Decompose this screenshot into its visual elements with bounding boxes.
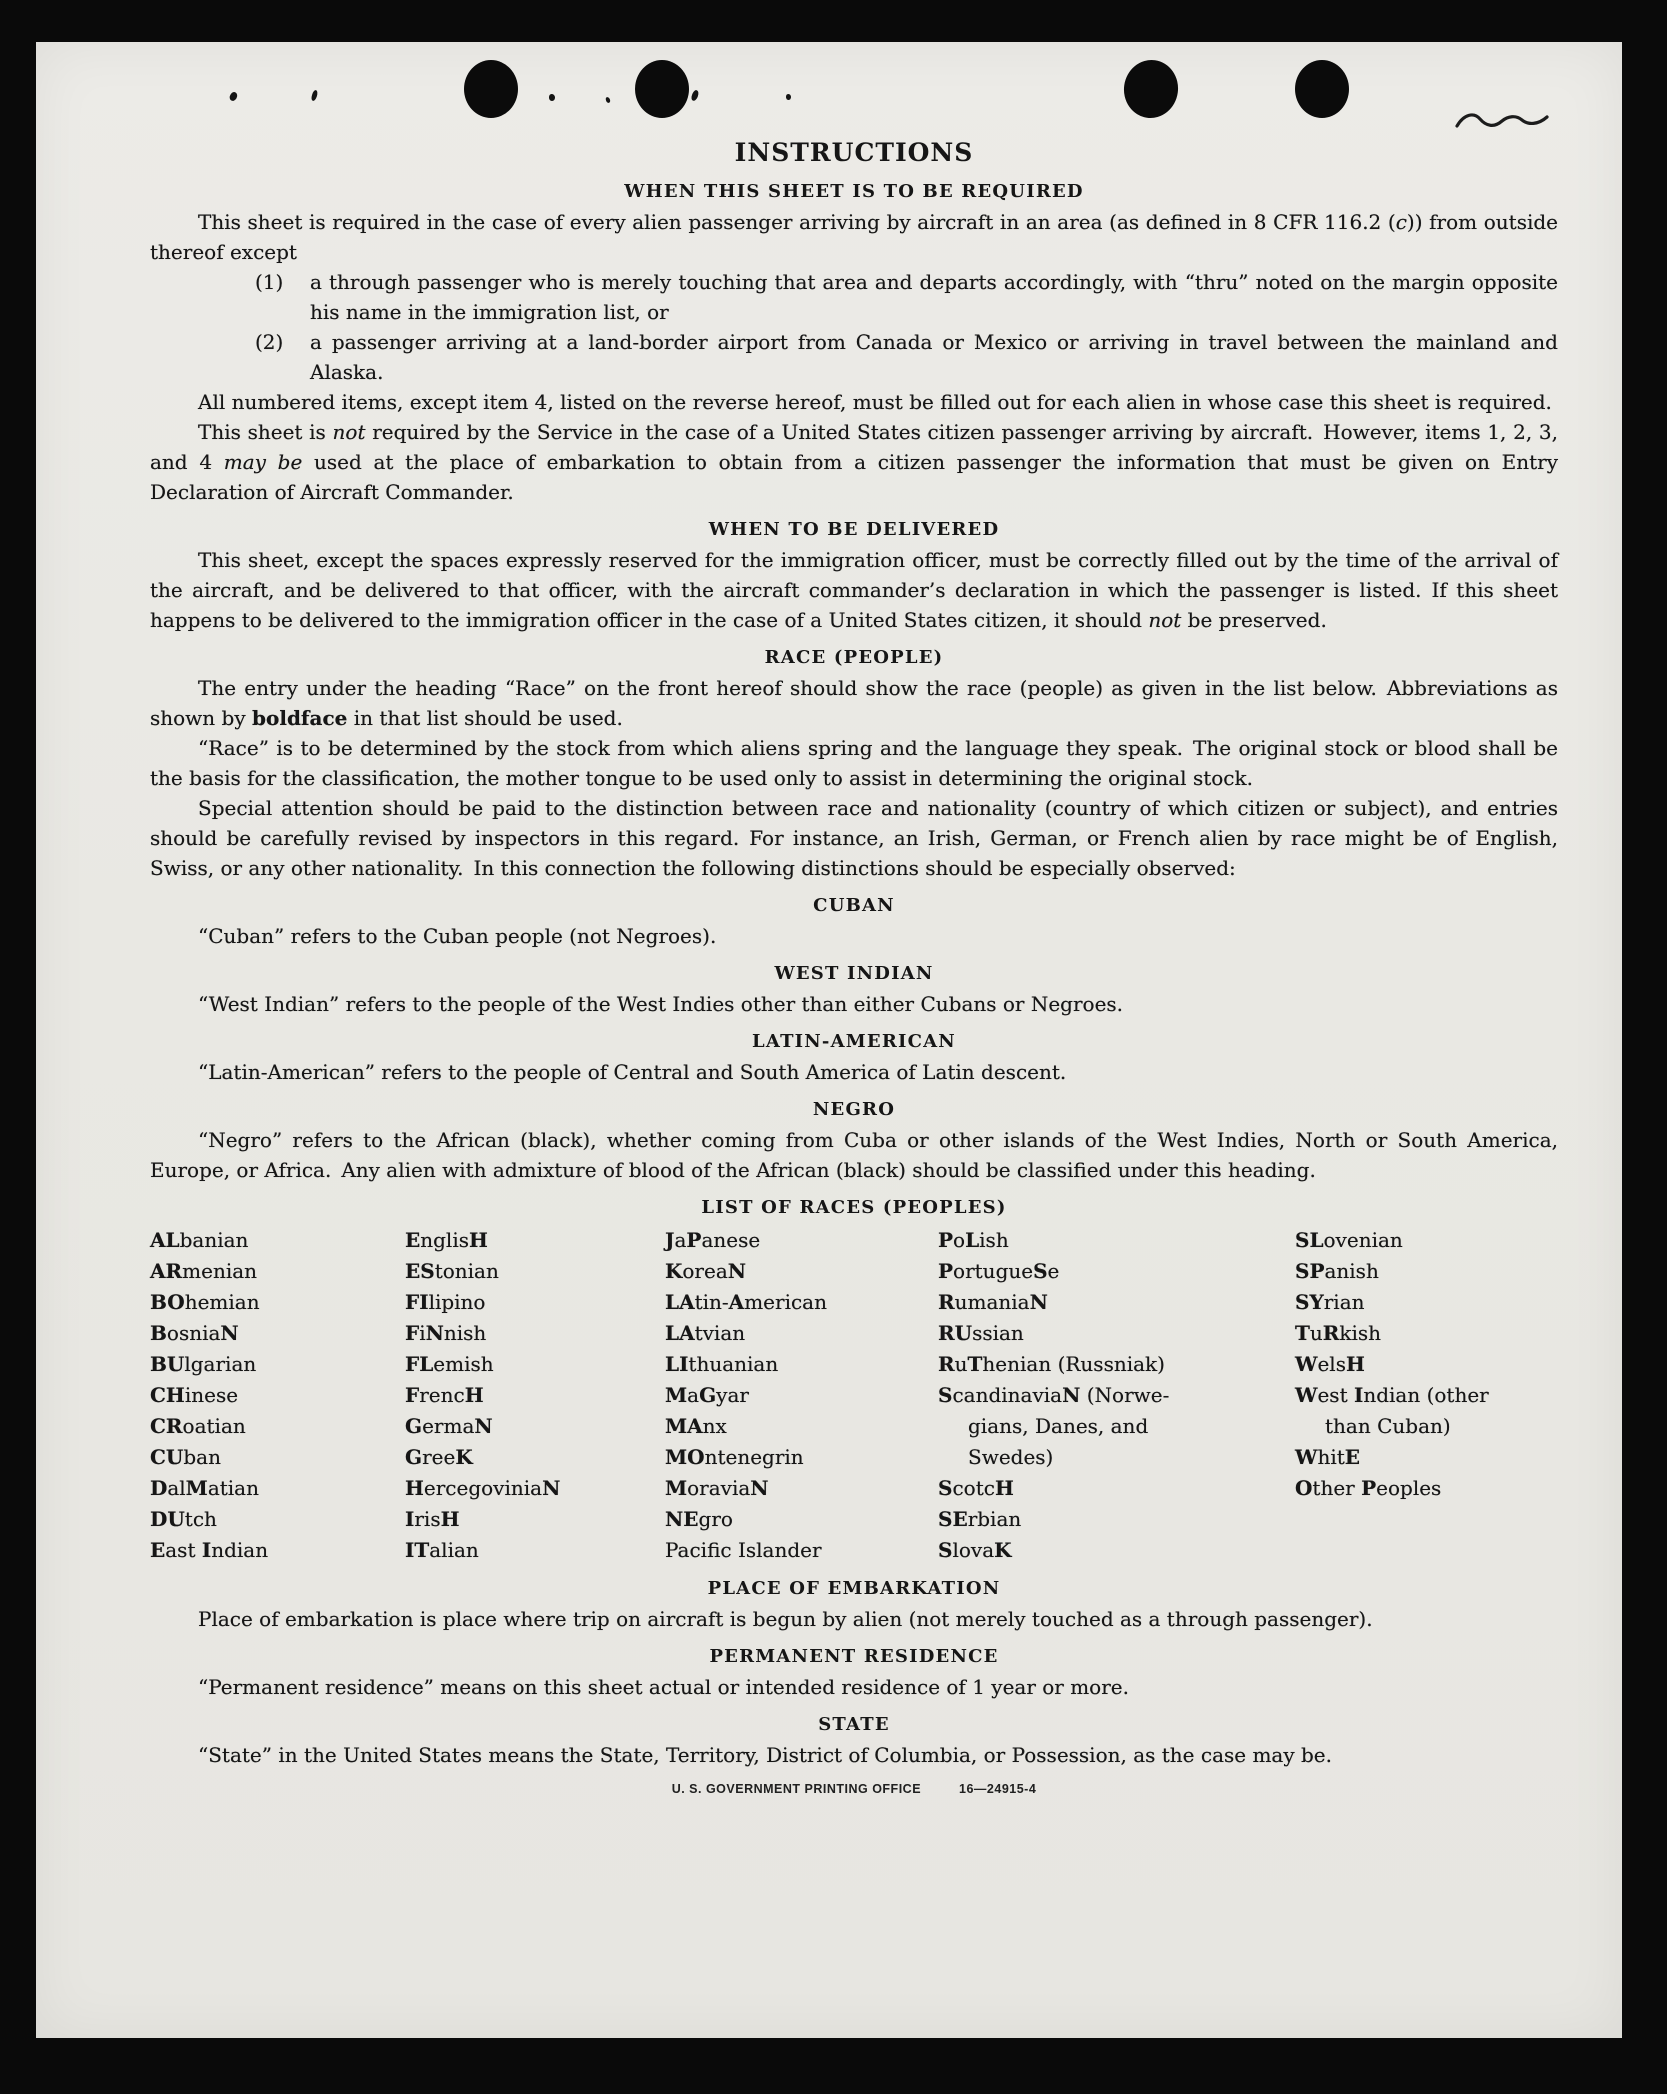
- section-heading: CUBAN: [813, 895, 895, 916]
- race-item: [405, 1411, 665, 1442]
- paper-sheet: [36, 42, 1622, 2038]
- race-item: [150, 1256, 405, 1287]
- text-segment: tin-: [694, 1290, 729, 1314]
- race-item: [665, 1442, 938, 1473]
- race-item: [150, 1442, 405, 1473]
- text-segment: W: [1295, 1352, 1318, 1376]
- text-segment: cotc: [952, 1476, 995, 1500]
- text-segment: K: [994, 1538, 1012, 1562]
- race-item: [665, 1318, 938, 1349]
- text-segment: D: [150, 1476, 168, 1500]
- text-segment: required by the Service in the case of a United States citizen passenger arriving by aircraft. However, items 1, 2, 3, and 4: [150, 420, 1558, 474]
- text-segment: oatian: [182, 1414, 246, 1438]
- text-segment: u: [1309, 1321, 1323, 1345]
- text-segment: ish: [979, 1228, 1009, 1252]
- races-column: [405, 1225, 665, 1566]
- document-content: [36, 42, 1622, 1796]
- text-segment: tvian: [694, 1321, 746, 1345]
- section-heading: WHEN TO BE DELIVERED: [708, 519, 1000, 540]
- text-segment: N: [425, 1321, 444, 1345]
- text-segment: LA: [665, 1290, 695, 1314]
- document-body: [150, 179, 1558, 1770]
- race-item: [150, 1380, 405, 1411]
- text-segment: SE: [938, 1507, 968, 1531]
- text-segment: I: [201, 1538, 212, 1562]
- section-heading: NEGRO: [812, 1099, 896, 1120]
- text-segment: atian: [207, 1476, 259, 1500]
- text-segment: CH: [150, 1383, 185, 1407]
- race-item: [938, 1287, 1295, 1318]
- race-item: [665, 1256, 938, 1287]
- races-column: [1295, 1225, 1558, 1566]
- paragraph: [150, 673, 1558, 733]
- text-segment: merican: [744, 1290, 827, 1314]
- text-segment: henian (Russniak): [982, 1352, 1165, 1376]
- race-item: [665, 1535, 938, 1566]
- paragraph: [150, 1125, 1558, 1185]
- text-segment: W: [1295, 1383, 1318, 1407]
- text-segment: u: [954, 1352, 968, 1376]
- text-segment: boldface: [252, 706, 348, 730]
- text-segment: thuanian: [688, 1352, 779, 1376]
- text-segment: This sheet is required in the case of every alien passenger arriving by aircraft in an area (as defined in 8 CFR 116.2 (: [198, 210, 1396, 234]
- printing-office-label: U. S. GOVERNMENT PRINTING OFFICE: [671, 1782, 922, 1796]
- section-heading: WHEN THIS SHEET IS TO BE REQUIRED: [624, 181, 1084, 202]
- race-item: [1295, 1349, 1558, 1380]
- text-segment: ntenegrin: [704, 1445, 804, 1469]
- text-segment: FL: [405, 1352, 434, 1376]
- text-segment: “Cuban” refers to the Cuban people (not Negroes).: [198, 924, 717, 948]
- race-item: [665, 1349, 938, 1380]
- text-segment: hemian: [184, 1290, 260, 1314]
- text-segment: yar: [716, 1383, 749, 1407]
- text-segment: ree: [422, 1445, 456, 1469]
- list-item-number: (1): [255, 270, 284, 294]
- text-segment: LA: [665, 1321, 695, 1345]
- text-segment: K: [665, 1259, 683, 1283]
- text-segment: ovenian: [1323, 1228, 1403, 1252]
- text-segment: i: [419, 1321, 426, 1345]
- text-segment: “West Indian” refers to the people of the West Indies other than either Cubans or Negroes.: [198, 992, 1124, 1016]
- races-column: [150, 1225, 405, 1566]
- text-segment: AR: [150, 1259, 183, 1283]
- paragraph: [150, 793, 1558, 883]
- race-item: [150, 1504, 405, 1535]
- text-segment: This sheet is: [198, 420, 333, 444]
- text-segment: MO: [665, 1445, 705, 1469]
- race-item: [150, 1225, 405, 1256]
- race-item: [938, 1318, 1295, 1349]
- text-segment: H: [464, 1383, 484, 1407]
- text-segment: tonian: [434, 1259, 499, 1283]
- text-segment: umania: [954, 1290, 1030, 1314]
- text-segment: “Race” is to be determined by the stock from which aliens spring and the language they speak. The original stock or blood shall be the basis for the classification, the mother tongue to be used only to assist in determining the original stock.: [150, 736, 1558, 790]
- text-segment: a: [687, 1383, 700, 1407]
- race-item: [405, 1442, 665, 1473]
- text-segment: Pacific Islander: [665, 1538, 822, 1562]
- paragraph: [150, 989, 1558, 1019]
- text-segment: CR: [150, 1414, 183, 1438]
- text-segment: ris: [414, 1507, 441, 1531]
- race-item: [665, 1411, 938, 1442]
- text-segment: NE: [665, 1507, 699, 1531]
- text-segment: F: [405, 1321, 420, 1345]
- text-segment: “Permanent residence” means on this sheet actual or intended residence of 1 year or more.: [198, 1675, 1129, 1699]
- text-segment: E: [405, 1228, 421, 1252]
- text-segment: nish: [443, 1321, 487, 1345]
- text-segment: ther: [1312, 1476, 1362, 1500]
- race-item: [1295, 1318, 1558, 1349]
- text-segment: inese: [184, 1383, 239, 1407]
- text-segment: els: [1317, 1352, 1346, 1376]
- text-segment: gro: [698, 1507, 733, 1531]
- text-segment: R: [1322, 1321, 1340, 1345]
- text-segment: tch: [184, 1507, 217, 1531]
- text-segment: “Latin-American” refers to the people of Central and South America of Latin descent.: [198, 1060, 1067, 1084]
- text-segment: J: [665, 1228, 675, 1252]
- race-item: [405, 1504, 665, 1535]
- section-heading: LATIN-AMERICAN: [752, 1031, 956, 1052]
- text-segment: candinavia: [952, 1383, 1063, 1407]
- text-segment: P: [686, 1228, 702, 1252]
- text-segment: anese: [701, 1228, 761, 1252]
- section-heading: WEST INDIAN: [774, 963, 934, 984]
- text-segment: lipino: [428, 1290, 486, 1314]
- text-segment: Swedes): [968, 1445, 1054, 1469]
- race-item: [938, 1256, 1295, 1287]
- text-segment: than Cuban): [1325, 1414, 1451, 1438]
- race-item: [150, 1411, 405, 1442]
- text-segment: S: [938, 1383, 953, 1407]
- page-title: INSTRUCTIONS: [734, 138, 974, 167]
- text-segment: ast: [165, 1538, 202, 1562]
- text-segment: Place of embarkation is place where trip on aircraft is begun by alien (not merely touched as a through passenger).: [198, 1607, 1373, 1631]
- text-segment: eoples: [1376, 1476, 1442, 1500]
- text-segment: “State” in the United States means the State, Territory, District of Columbia, or Possession, as the case may be.: [198, 1743, 1332, 1767]
- paragraph: [150, 1604, 1558, 1634]
- race-item: [405, 1225, 665, 1256]
- race-item: [938, 1349, 1295, 1380]
- text-segment: O: [1295, 1476, 1313, 1500]
- paragraph: [150, 733, 1558, 793]
- list-item: [150, 327, 1558, 387]
- text-segment: DU: [150, 1507, 185, 1531]
- text-segment: osnia: [166, 1321, 221, 1345]
- text-segment: rian: [1323, 1290, 1365, 1314]
- race-item: [938, 1504, 1295, 1535]
- text-segment: gians, Danes, and: [968, 1414, 1149, 1438]
- race-item: [665, 1225, 938, 1256]
- text-segment: S: [938, 1538, 953, 1562]
- text-segment: Special attention should be paid to the distinction between race and nationality (country of which citizen or subject), and entries should be carefully revised by inspectors in this regard. For instance, an Irish, German, or French alien by race might be of English, Swiss, or any other nationality. In this connection the following distinctions should be especially observed:: [150, 796, 1558, 880]
- text-segment: a: [674, 1228, 687, 1252]
- text-segment: orea: [682, 1259, 728, 1283]
- text-segment: This sheet, except the spaces expressly reserved for the immigration officer, must be correctly filled out by the time of the arrival of the aircraft, and be delivered to that officer, with the aircraft commander’s declaration in which the passenger is listed. If this sheet happens to be delivered to the immigration officer in the case of a United States citizen, it should: [150, 548, 1558, 632]
- text-segment: ban: [183, 1445, 221, 1469]
- race-item: [1295, 1380, 1558, 1442]
- text-segment: ndian: [211, 1538, 269, 1562]
- printing-office-footer: [150, 1782, 1558, 1796]
- paragraph: [150, 207, 1558, 267]
- text-segment: “Negro” refers to the African (black), whether coming from Cuba or other islands of the West Indies, North or South America, Europe, or Africa. Any alien with admixture of blood of the African (black) should be classified under this heading.: [150, 1128, 1558, 1182]
- race-item: [405, 1349, 665, 1380]
- text-segment: K: [455, 1445, 473, 1469]
- race-item: [665, 1287, 938, 1318]
- race-item: [1295, 1442, 1558, 1473]
- text-segment: M: [665, 1383, 688, 1407]
- text-segment: H: [1345, 1352, 1365, 1376]
- races-column: [665, 1225, 938, 1566]
- section-heading: PLACE OF EMBARKATION: [707, 1578, 1001, 1599]
- race-item: [405, 1318, 665, 1349]
- paragraph: [150, 921, 1558, 951]
- text-segment: F: [405, 1383, 420, 1407]
- text-segment: o: [953, 1228, 966, 1252]
- text-segment: T: [1295, 1321, 1310, 1345]
- ink-speck: [786, 94, 791, 100]
- text-segment: a through passenger who is merely touching that area and departs accordingly, with “thru” noted on the margin opposite his name in the immigration list, or: [310, 270, 1558, 324]
- text-segment: lgarian: [184, 1352, 257, 1376]
- text-segment: al: [167, 1476, 186, 1500]
- text-segment: be preserved.: [1181, 608, 1327, 632]
- text-segment: T: [967, 1352, 983, 1376]
- race-item: [665, 1473, 938, 1504]
- race-item: [150, 1287, 405, 1318]
- punch-hole: [635, 60, 689, 118]
- text-segment: c: [1395, 210, 1407, 234]
- section-heading: PERMANENT RESIDENCE: [709, 1646, 999, 1667]
- text-segment: alian: [429, 1538, 479, 1562]
- section-heading: LIST OF RACES (PEOPLES): [701, 1197, 1007, 1218]
- text-segment: kish: [1339, 1321, 1382, 1345]
- race-item: [938, 1473, 1295, 1504]
- paragraph: [150, 1057, 1558, 1087]
- text-segment: BO: [150, 1290, 185, 1314]
- text-segment: not: [1148, 608, 1182, 632]
- race-item: [405, 1256, 665, 1287]
- text-segment: S: [938, 1476, 953, 1500]
- races-list: [150, 1225, 1558, 1566]
- paragraph: [150, 1740, 1558, 1770]
- text-segment: G: [699, 1383, 717, 1407]
- text-segment: H: [440, 1507, 460, 1531]
- text-segment: used at the place of embarkation to obtain from a citizen passenger the information that must be given on Entry Declaration of Aircraft Commander.: [150, 450, 1559, 504]
- race-item: [1295, 1473, 1558, 1504]
- race-item: [150, 1318, 405, 1349]
- section-heading: RACE (PEOPLE): [764, 647, 944, 668]
- text-segment: MA: [665, 1414, 703, 1438]
- race-item: [150, 1535, 405, 1566]
- race-item: [405, 1287, 665, 1318]
- text-segment: H: [405, 1476, 424, 1500]
- text-segment: SL: [1295, 1228, 1324, 1252]
- text-segment: I: [1353, 1383, 1364, 1407]
- race-item: [405, 1473, 665, 1504]
- paragraph: [150, 387, 1558, 417]
- text-segment: ssian: [972, 1321, 1024, 1345]
- text-segment: N: [750, 1476, 769, 1500]
- text-segment: N: [1062, 1383, 1081, 1407]
- text-segment: LI: [665, 1352, 689, 1376]
- race-item: [1295, 1225, 1558, 1256]
- text-segment: N: [1029, 1290, 1048, 1314]
- text-segment: R: [938, 1290, 955, 1314]
- race-item: [1295, 1256, 1558, 1287]
- text-segment: IT: [405, 1538, 430, 1562]
- text-segment: SY: [1295, 1290, 1324, 1314]
- text-segment: L: [965, 1228, 980, 1252]
- text-segment: H: [994, 1476, 1014, 1500]
- text-segment: hit: [1317, 1445, 1345, 1469]
- text-segment: may be: [223, 450, 303, 474]
- race-item: [150, 1349, 405, 1380]
- text-segment: SP: [1295, 1259, 1325, 1283]
- punch-hole: [1295, 60, 1349, 118]
- text-segment: CU: [150, 1445, 184, 1469]
- text-segment: G: [405, 1445, 423, 1469]
- race-item: [938, 1380, 1295, 1473]
- text-segment: est: [1317, 1383, 1354, 1407]
- text-segment: e: [1047, 1259, 1060, 1283]
- section-heading: STATE: [818, 1714, 890, 1735]
- text-segment: P: [938, 1259, 954, 1283]
- text-segment: A: [728, 1290, 745, 1314]
- paragraph: [150, 1672, 1558, 1702]
- text-segment: N: [474, 1414, 493, 1438]
- text-segment: N: [542, 1476, 561, 1500]
- text-segment: lova: [952, 1538, 995, 1562]
- text-segment: P: [1361, 1476, 1377, 1500]
- race-item: [665, 1504, 938, 1535]
- text-segment: BU: [150, 1352, 185, 1376]
- text-segment: AL: [150, 1228, 180, 1252]
- race-item: [938, 1535, 1295, 1566]
- text-segment: M: [665, 1476, 688, 1500]
- text-segment: (Norwe-: [1080, 1383, 1170, 1407]
- text-segment: ercegovinia: [423, 1476, 543, 1500]
- text-segment: P: [938, 1228, 954, 1252]
- text-segment: All numbered items, except item 4, listed on the reverse hereof, must be filled out for each alien in whose case this sheet is required.: [198, 390, 1552, 414]
- handwritten-mark: [1454, 104, 1550, 140]
- text-segment: in that list should be used.: [347, 706, 623, 730]
- race-item: [938, 1225, 1295, 1256]
- text-segment: oravia: [687, 1476, 751, 1500]
- text-segment: ortugue: [953, 1259, 1034, 1283]
- text-segment: B: [150, 1321, 167, 1345]
- text-segment: I: [405, 1507, 415, 1531]
- races-column: [938, 1225, 1295, 1566]
- text-segment: E: [150, 1538, 166, 1562]
- text-segment: )) from outside thereof except: [150, 210, 1559, 264]
- text-segment: nglis: [420, 1228, 469, 1252]
- text-segment: N: [727, 1259, 747, 1283]
- text-segment: G: [405, 1414, 423, 1438]
- text-segment: nx: [702, 1414, 727, 1438]
- text-segment: banian: [179, 1228, 249, 1252]
- text-segment: menian: [182, 1259, 258, 1283]
- text-segment: erma: [422, 1414, 475, 1438]
- text-segment: FI: [405, 1290, 429, 1314]
- text-segment: ndian (other: [1363, 1383, 1489, 1407]
- text-segment: M: [185, 1476, 208, 1500]
- text-segment: a passenger arriving at a land-border airport from Canada or Mexico or arriving in travel between the mainland and Alaska.: [310, 330, 1558, 384]
- text-segment: not: [332, 420, 366, 444]
- list-item-number: (2): [255, 330, 284, 354]
- punch-hole: [464, 60, 518, 118]
- race-item: [405, 1380, 665, 1411]
- text-segment: rbian: [967, 1507, 1022, 1531]
- list-item: [150, 267, 1558, 327]
- text-segment: E: [1344, 1445, 1361, 1469]
- race-item: [1295, 1287, 1558, 1318]
- text-segment: S: [1033, 1259, 1048, 1283]
- ink-speck: [549, 94, 555, 101]
- race-item: [405, 1535, 665, 1566]
- paragraph: [150, 545, 1558, 635]
- text-segment: The entry under the heading “Race” on the front hereof should show the race (people) as given in the list below. Abbreviations as shown by: [150, 676, 1558, 730]
- paragraph: [150, 417, 1558, 507]
- text-segment: renc: [419, 1383, 465, 1407]
- text-segment: anish: [1324, 1259, 1379, 1283]
- race-item: [665, 1380, 938, 1411]
- race-item: [150, 1473, 405, 1504]
- text-segment: RU: [938, 1321, 973, 1345]
- text-segment: emish: [433, 1352, 494, 1376]
- text-segment: W: [1295, 1445, 1318, 1469]
- form-number: 16—24915-4: [959, 1782, 1037, 1796]
- text-segment: H: [469, 1228, 488, 1252]
- text-segment: R: [938, 1352, 955, 1376]
- text-segment: ES: [405, 1259, 435, 1283]
- text-segment: N: [220, 1321, 239, 1345]
